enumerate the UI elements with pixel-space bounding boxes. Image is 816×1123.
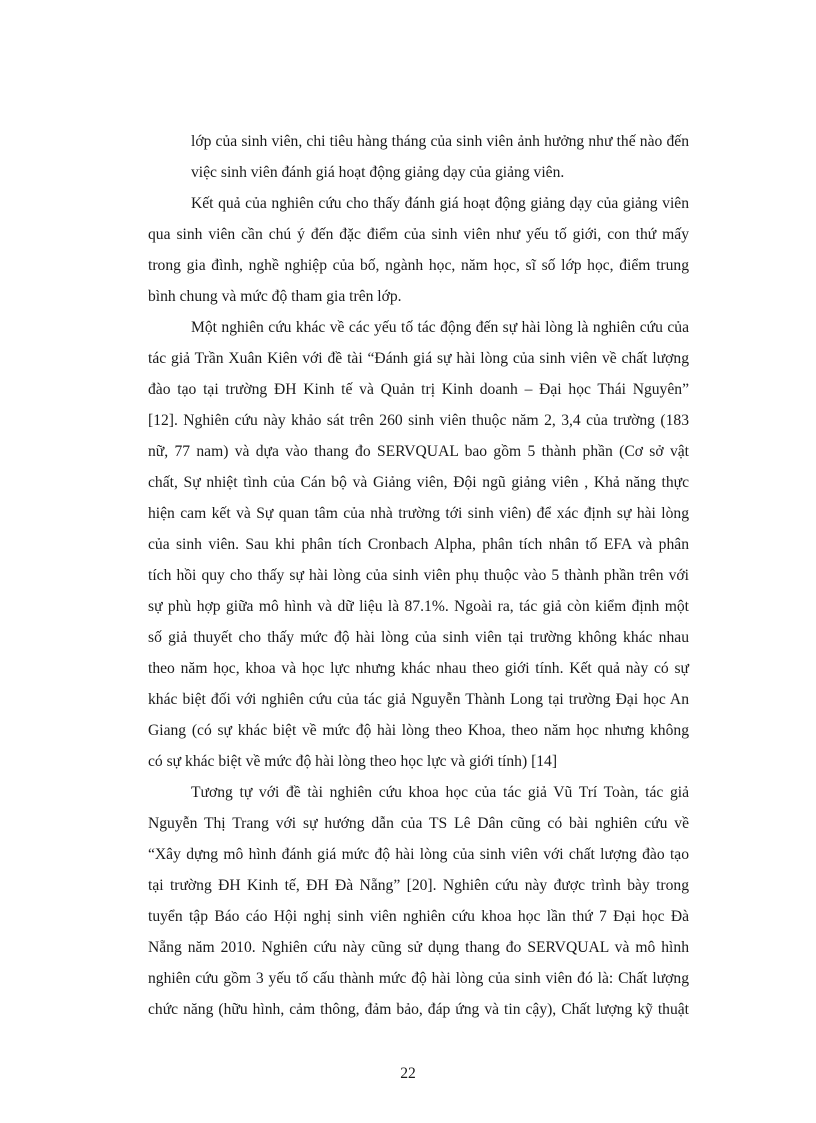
text-line: Giang (có sự khác biệt về mức độ hài lòng theo Khoa, theo năm học nhưng không xyxy=(148,722,689,739)
paragraph xyxy=(148,777,689,1025)
text-line: tích hồi quy cho thấy sự hài lòng của sinh viên phụ thuộc vào 5 thành phần trên với xyxy=(148,567,689,584)
text-line: của sinh viên. Sau khi phân tích Cronbach Alpha, phân tích nhân tố EFA và phân xyxy=(148,536,689,553)
page-number: 22 xyxy=(400,1065,416,1082)
text-line: sự phù hợp giữa mô hình và dữ liệu là 87.1%. Ngoài ra, tác giả còn kiểm định một xyxy=(148,598,689,615)
text-line: có sự khác biệt về mức độ hài lòng theo học lực và giới tính) [14] xyxy=(148,753,558,770)
text-line: đào tạo tại trường ĐH Kinh tế và Quản trị Kinh doanh – Đại học Thái Nguyên” xyxy=(148,381,689,398)
text-line: nghiên cứu gồm 3 yếu tố cấu thành mức độ hài lòng của sinh viên đó là: Chất lượng xyxy=(148,970,689,987)
text-line: Tương tự với đề tài nghiên cứu khoa học của tác giả Vũ Trí Toàn, tác giả xyxy=(191,784,689,801)
text-line: “Xây dựng mô hình đánh giá mức độ hài lòng của sinh viên với chất lượng đào tạo xyxy=(148,846,689,863)
paragraph xyxy=(148,126,689,188)
body-text xyxy=(148,126,689,1025)
text-line: việc sinh viên đánh giá hoạt động giảng dạy của giảng viên. xyxy=(191,164,565,181)
text-line: Nẵng năm 2010. Nghiên cứu này cũng sử dụng thang đo SERVQUAL và mô hình xyxy=(148,939,689,956)
text-line: chức năng (hữu hình, cảm thông, đảm bảo, đáp ứng và tin cậy), Chất lượng kỹ thuật xyxy=(148,1001,689,1018)
text-line: tuyển tập Báo cáo Hội nghị sinh viên nghiên cứu khoa học lần thứ 7 Đại học Đà xyxy=(148,908,689,925)
text-line: Kết quả của nghiên cứu cho thấy đánh giá hoạt động giảng dạy của giảng viên xyxy=(191,195,689,212)
paragraph xyxy=(148,312,689,777)
text-line: tác giả Trần Xuân Kiên với đề tài “Đánh giá sự hài lòng của sinh viên về chất lượng xyxy=(148,350,689,367)
text-line: Một nghiên cứu khác về các yếu tố tác động đến sự hài lòng là nghiên cứu của xyxy=(191,319,689,336)
text-line: qua sinh viên cần chú ý đến đặc điểm của sinh viên như yếu tố giới, con thứ mấy xyxy=(148,226,689,243)
text-line: lớp của sinh viên, chi tiêu hàng tháng của sinh viên ảnh hưởng như thế nào đến xyxy=(191,133,689,150)
text-line: trong gia đình, nghề nghiệp của bố, ngành học, năm học, sĩ số lớp học, điểm trung xyxy=(148,257,689,274)
text-line: số giả thuyết cho thấy mức độ hài lòng của sinh viên tại trường không khác nhau xyxy=(148,629,689,646)
text-line: [12]. Nghiên cứu này khảo sát trên 260 sinh viên thuộc năm 2, 3,4 của trường (183 xyxy=(148,412,689,429)
paragraph xyxy=(148,188,689,312)
text-line: khác biệt đối với nghiên cứu của tác giả Nguyễn Thành Long tại trường Đại học An xyxy=(148,691,689,708)
text-line: nữ, 77 nam) và dựa vào thang đo SERVQUAL bao gồm 5 thành phần (Cơ sở vật xyxy=(148,443,689,460)
text-line: tại trường ĐH Kinh tế, ĐH Đà Nẵng” [20]. Nghiên cứu này được trình bày trong xyxy=(148,877,689,894)
text-line: theo năm học, khoa và học lực nhưng khác nhau theo giới tính. Kết quả này có sự xyxy=(148,660,689,677)
text-line: bình chung và mức độ tham gia trên lớp. xyxy=(148,288,402,305)
text-line: Nguyễn Thị Trang với sự hướng dẫn của TS Lê Dân cũng có bài nghiên cứu về xyxy=(148,815,689,832)
text-line: hiện cam kết và Sự quan tâm của nhà trường tới sinh viên) để xác định sự hài lòng xyxy=(148,505,689,522)
text-line: chất, Sự nhiệt tình của Cán bộ và Giảng viên, Đội ngũ giảng viên , Khả năng thực xyxy=(148,474,689,491)
